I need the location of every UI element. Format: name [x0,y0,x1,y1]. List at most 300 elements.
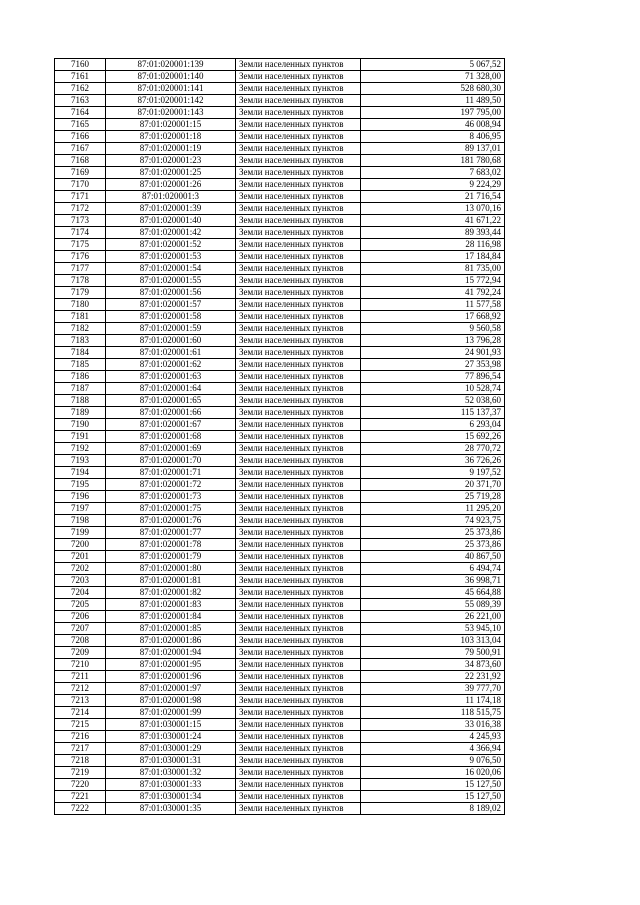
table-row [55,191,505,203]
cadastral-value: 4 366,94 [361,743,505,755]
cadastral-number: 87:01:020001:139 [106,59,236,71]
table-row [55,779,505,791]
table-row [55,659,505,671]
land-category: Земли населенных пунктов [236,83,361,95]
cadastral-value: 55 089,39 [361,599,505,611]
row-number: 7216 [55,731,106,743]
cadastral-number: 87:01:020001:64 [106,383,236,395]
row-number: 7198 [55,515,106,527]
table-row [55,527,505,539]
cadastral-value: 11 295,20 [361,503,505,515]
cadastral-number: 87:01:020001:59 [106,323,236,335]
cadastral-number: 87:01:030001:34 [106,791,236,803]
land-category: Земли населенных пунктов [236,95,361,107]
cadastral-number: 87:01:020001:77 [106,527,236,539]
cadastral-number: 87:01:020001:66 [106,407,236,419]
cadastral-value: 34 873,60 [361,659,505,671]
cadastral-number: 87:01:020001:78 [106,539,236,551]
table-row [55,347,505,359]
land-category: Земли населенных пунктов [236,599,361,611]
cadastral-value: 28 770,72 [361,443,505,455]
cadastral-number: 87:01:020001:57 [106,299,236,311]
land-category: Земли населенных пунктов [236,299,361,311]
row-number: 7169 [55,167,106,179]
table-row [55,431,505,443]
land-category: Земли населенных пунктов [236,239,361,251]
table-row [55,707,505,719]
table-row [55,311,505,323]
cadastral-number: 87:01:030001:24 [106,731,236,743]
cadastral-number: 87:01:020001:62 [106,359,236,371]
cadastral-value: 13 796,28 [361,335,505,347]
land-category: Земли населенных пунктов [236,347,361,359]
land-category: Земли населенных пунктов [236,515,361,527]
cadastral-number: 87:01:020001:75 [106,503,236,515]
cadastral-value: 15 772,94 [361,275,505,287]
land-category: Земли населенных пунктов [236,491,361,503]
cadastral-number: 87:01:020001:99 [106,707,236,719]
table-row [55,407,505,419]
cadastral-value: 197 795,00 [361,107,505,119]
land-cadastre-table [54,58,505,815]
land-category: Земли населенных пунктов [236,131,361,143]
row-number: 7215 [55,719,106,731]
table-row [55,59,505,71]
table-row [55,611,505,623]
table-row [55,455,505,467]
row-number: 7202 [55,563,106,575]
cadastral-value: 36 998,71 [361,575,505,587]
cadastral-value: 40 867,50 [361,551,505,563]
cadastral-number: 87:01:020001:54 [106,263,236,275]
cadastral-number: 87:01:020001:52 [106,239,236,251]
table-row [55,335,505,347]
table-row [55,275,505,287]
table-row [55,695,505,707]
cadastral-value: 11 577,58 [361,299,505,311]
cadastral-value: 9 076,50 [361,755,505,767]
row-number: 7217 [55,743,106,755]
cadastral-number: 87:01:020001:23 [106,155,236,167]
row-number: 7186 [55,371,106,383]
row-number: 7213 [55,695,106,707]
cadastral-value: 89 393,44 [361,227,505,239]
land-category: Земли населенных пунктов [236,431,361,443]
table-row [55,575,505,587]
table-row [55,539,505,551]
cadastral-value: 15 127,50 [361,791,505,803]
land-category: Земли населенных пунктов [236,635,361,647]
table-row [55,515,505,527]
table-row [55,791,505,803]
cadastral-value: 17 184,84 [361,251,505,263]
table-row [55,683,505,695]
cadastral-number: 87:01:020001:76 [106,515,236,527]
cadastral-value: 39 777,70 [361,683,505,695]
row-number: 7210 [55,659,106,671]
row-number: 7209 [55,647,106,659]
cadastral-number: 87:01:020001:42 [106,227,236,239]
table-row [55,755,505,767]
land-category: Земли населенных пунктов [236,71,361,83]
land-category: Земли населенных пунктов [236,311,361,323]
table-row [55,239,505,251]
land-category: Земли населенных пунктов [236,803,361,815]
row-number: 7192 [55,443,106,455]
land-category: Земли населенных пунктов [236,371,361,383]
row-number: 7170 [55,179,106,191]
row-number: 7181 [55,311,106,323]
table-row [55,479,505,491]
land-category: Земли населенных пунктов [236,155,361,167]
cadastral-value: 17 668,92 [361,311,505,323]
cadastral-number: 87:01:030001:31 [106,755,236,767]
land-category: Земли населенных пунктов [236,683,361,695]
row-number: 7221 [55,791,106,803]
land-category: Земли населенных пунктов [236,707,361,719]
row-number: 7185 [55,359,106,371]
row-number: 7220 [55,779,106,791]
cadastral-value: 33 016,38 [361,719,505,731]
table-row [55,719,505,731]
row-number: 7189 [55,407,106,419]
table-row [55,803,505,815]
row-number: 7175 [55,239,106,251]
row-number: 7164 [55,107,106,119]
row-number: 7201 [55,551,106,563]
row-number: 7219 [55,767,106,779]
row-number: 7214 [55,707,106,719]
land-category: Земли населенных пунктов [236,179,361,191]
row-number: 7200 [55,539,106,551]
cadastral-value: 52 038,60 [361,395,505,407]
cadastral-value: 8 406,95 [361,131,505,143]
land-category: Земли населенных пунктов [236,527,361,539]
row-number: 7204 [55,587,106,599]
cadastral-number: 87:01:020001:84 [106,611,236,623]
row-number: 7179 [55,287,106,299]
table-row [55,383,505,395]
table-row [55,503,505,515]
row-number: 7206 [55,611,106,623]
table-row [55,215,505,227]
row-number: 7190 [55,419,106,431]
row-number: 7199 [55,527,106,539]
land-category: Земли населенных пунктов [236,791,361,803]
table-row [55,731,505,743]
table-row [55,299,505,311]
row-number: 7177 [55,263,106,275]
cadastral-number: 87:01:030001:35 [106,803,236,815]
cadastral-value: 26 221,00 [361,611,505,623]
land-category: Земли населенных пунктов [236,203,361,215]
cadastral-value: 9 224,29 [361,179,505,191]
cadastral-number: 87:01:020001:15 [106,119,236,131]
cadastral-value: 9 197,52 [361,467,505,479]
table-row [55,635,505,647]
cadastral-value: 181 780,68 [361,155,505,167]
table-row [55,263,505,275]
cadastral-number: 87:01:020001:70 [106,455,236,467]
table-row [55,743,505,755]
land-category: Земли населенных пунктов [236,779,361,791]
cadastral-value: 8 189,02 [361,803,505,815]
table-row [55,443,505,455]
land-category: Земли населенных пунктов [236,59,361,71]
cadastral-value: 6 293,04 [361,419,505,431]
row-number: 7188 [55,395,106,407]
cadastral-value: 15 127,50 [361,779,505,791]
cadastral-value: 41 792,24 [361,287,505,299]
row-number: 7176 [55,251,106,263]
land-category: Земли населенных пунктов [236,287,361,299]
row-number: 7205 [55,599,106,611]
cadastral-number: 87:01:020001:55 [106,275,236,287]
cadastral-number: 87:01:020001:80 [106,563,236,575]
cadastral-value: 74 923,75 [361,515,505,527]
land-category: Земли населенных пунктов [236,755,361,767]
row-number: 7163 [55,95,106,107]
cadastral-value: 103 313,04 [361,635,505,647]
cadastral-value: 13 070,16 [361,203,505,215]
cadastral-number: 87:01:030001:33 [106,779,236,791]
land-category: Земли населенных пунктов [236,611,361,623]
table-row [55,167,505,179]
cadastral-number: 87:01:020001:98 [106,695,236,707]
cadastral-value: 22 231,92 [361,671,505,683]
row-number: 7160 [55,59,106,71]
table-row [55,155,505,167]
table-row [55,287,505,299]
table-row [55,359,505,371]
cadastral-number: 87:01:020001:56 [106,287,236,299]
row-number: 7218 [55,755,106,767]
cadastral-number: 87:01:020001:71 [106,467,236,479]
cadastral-number: 87:01:020001:25 [106,167,236,179]
land-category: Земли населенных пунктов [236,167,361,179]
land-category: Земли населенных пунктов [236,455,361,467]
row-number: 7195 [55,479,106,491]
cadastral-number: 87:01:020001:18 [106,131,236,143]
land-category: Земли населенных пунктов [236,719,361,731]
cadastral-number: 87:01:020001:82 [106,587,236,599]
cadastral-number: 87:01:030001:29 [106,743,236,755]
cadastral-number: 87:01:020001:68 [106,431,236,443]
table-row [55,647,505,659]
land-category: Земли населенных пунктов [236,767,361,779]
row-number: 7161 [55,71,106,83]
cadastral-number: 87:01:020001:94 [106,647,236,659]
cadastral-value: 25 373,86 [361,539,505,551]
table-row [55,623,505,635]
table-row [55,131,505,143]
table-row [55,203,505,215]
cadastral-number: 87:01:020001:3 [106,191,236,203]
table-row [55,227,505,239]
row-number: 7207 [55,623,106,635]
cadastral-number: 87:01:020001:97 [106,683,236,695]
cadastral-number: 87:01:020001:141 [106,83,236,95]
land-category: Земли населенных пунктов [236,419,361,431]
cadastral-number: 87:01:030001:15 [106,719,236,731]
cadastral-number: 87:01:020001:79 [106,551,236,563]
row-number: 7212 [55,683,106,695]
land-category: Земли населенных пунктов [236,323,361,335]
row-number: 7166 [55,131,106,143]
table-row [55,83,505,95]
row-number: 7173 [55,215,106,227]
land-category: Земли населенных пунктов [236,107,361,119]
land-category: Земли населенных пунктов [236,479,361,491]
cadastral-value: 16 020,06 [361,767,505,779]
table-row [55,467,505,479]
row-number: 7174 [55,227,106,239]
cadastral-number: 87:01:020001:26 [106,179,236,191]
cadastral-number: 87:01:020001:83 [106,599,236,611]
land-category: Земли населенных пунктов [236,671,361,683]
row-number: 7162 [55,83,106,95]
table-row [55,551,505,563]
row-number: 7183 [55,335,106,347]
land-category: Земли населенных пунктов [236,119,361,131]
cadastral-number: 87:01:020001:86 [106,635,236,647]
cadastral-number: 87:01:020001:67 [106,419,236,431]
cadastral-number: 87:01:020001:85 [106,623,236,635]
land-category: Земли населенных пунктов [236,263,361,275]
land-category: Земли населенных пунктов [236,467,361,479]
cadastral-value: 77 896,54 [361,371,505,383]
row-number: 7168 [55,155,106,167]
row-number: 7191 [55,431,106,443]
table-row [55,563,505,575]
cadastral-number: 87:01:020001:63 [106,371,236,383]
land-category: Земли населенных пунктов [236,503,361,515]
cadastral-number: 87:01:030001:32 [106,767,236,779]
cadastral-number: 87:01:020001:143 [106,107,236,119]
cadastral-number: 87:01:020001:69 [106,443,236,455]
cadastral-value: 36 726,26 [361,455,505,467]
table-row [55,491,505,503]
cadastral-value: 71 328,00 [361,71,505,83]
cadastral-number: 87:01:020001:81 [106,575,236,587]
table-row [55,767,505,779]
land-category: Земли населенных пунктов [236,407,361,419]
land-category: Земли населенных пунктов [236,275,361,287]
land-category: Земли населенных пунктов [236,443,361,455]
cadastral-number: 87:01:020001:65 [106,395,236,407]
table-row [55,323,505,335]
cadastral-value: 24 901,93 [361,347,505,359]
row-number: 7194 [55,467,106,479]
cadastral-value: 79 500,91 [361,647,505,659]
table-row [55,419,505,431]
cadastral-number: 87:01:020001:72 [106,479,236,491]
land-category: Земли населенных пунктов [236,359,361,371]
table-row [55,371,505,383]
cadastral-value: 11 174,18 [361,695,505,707]
land-category: Земли населенных пунктов [236,743,361,755]
land-category: Земли населенных пунктов [236,659,361,671]
cadastral-number: 87:01:020001:60 [106,335,236,347]
cadastral-number: 87:01:020001:58 [106,311,236,323]
table-row [55,179,505,191]
cadastral-value: 28 116,98 [361,239,505,251]
table-row [55,671,505,683]
table-row [55,71,505,83]
row-number: 7187 [55,383,106,395]
cadastral-value: 6 494,74 [361,563,505,575]
cadastral-number: 87:01:020001:95 [106,659,236,671]
cadastral-value: 45 664,88 [361,587,505,599]
cadastral-value: 27 353,98 [361,359,505,371]
cadastral-number: 87:01:020001:96 [106,671,236,683]
cadastral-value: 4 245,93 [361,731,505,743]
cadastral-number: 87:01:020001:39 [106,203,236,215]
cadastral-number: 87:01:020001:142 [106,95,236,107]
cadastral-value: 89 137,01 [361,143,505,155]
cadastral-value: 10 528,74 [361,383,505,395]
land-category: Земли населенных пунктов [236,215,361,227]
cadastral-value: 115 137,37 [361,407,505,419]
row-number: 7178 [55,275,106,287]
cadastral-number: 87:01:020001:53 [106,251,236,263]
land-category: Земли населенных пунктов [236,647,361,659]
table-body [55,59,505,815]
row-number: 7172 [55,203,106,215]
cadastral-value: 53 945,10 [361,623,505,635]
row-number: 7180 [55,299,106,311]
row-number: 7165 [55,119,106,131]
land-category: Земли населенных пунктов [236,383,361,395]
table-row [55,251,505,263]
row-number: 7171 [55,191,106,203]
row-number: 7208 [55,635,106,647]
row-number: 7197 [55,503,106,515]
row-number: 7184 [55,347,106,359]
land-category: Земли населенных пунктов [236,251,361,263]
cadastral-value: 25 719,28 [361,491,505,503]
cadastral-number: 87:01:020001:73 [106,491,236,503]
land-category: Земли населенных пунктов [236,623,361,635]
land-category: Земли населенных пунктов [236,695,361,707]
land-category: Земли населенных пунктов [236,539,361,551]
cadastral-value: 118 515,75 [361,707,505,719]
land-category: Земли населенных пунктов [236,143,361,155]
cadastral-value: 9 560,58 [361,323,505,335]
cadastral-number: 87:01:020001:19 [106,143,236,155]
cadastral-number: 87:01:020001:140 [106,71,236,83]
table-row [55,599,505,611]
land-category: Земли населенных пунктов [236,227,361,239]
table-row [55,107,505,119]
table-row [55,95,505,107]
row-number: 7182 [55,323,106,335]
cadastral-value: 81 735,00 [361,263,505,275]
cadastral-value: 41 671,22 [361,215,505,227]
row-number: 7196 [55,491,106,503]
cadastral-value: 528 680,30 [361,83,505,95]
land-category: Земли населенных пунктов [236,587,361,599]
land-category: Земли населенных пунктов [236,551,361,563]
land-category: Земли населенных пунктов [236,191,361,203]
table-row [55,395,505,407]
cadastral-value: 5 067,52 [361,59,505,71]
row-number: 7203 [55,575,106,587]
land-category: Земли населенных пунктов [236,563,361,575]
cadastral-value: 46 008,94 [361,119,505,131]
row-number: 7211 [55,671,106,683]
cadastral-value: 20 371,70 [361,479,505,491]
